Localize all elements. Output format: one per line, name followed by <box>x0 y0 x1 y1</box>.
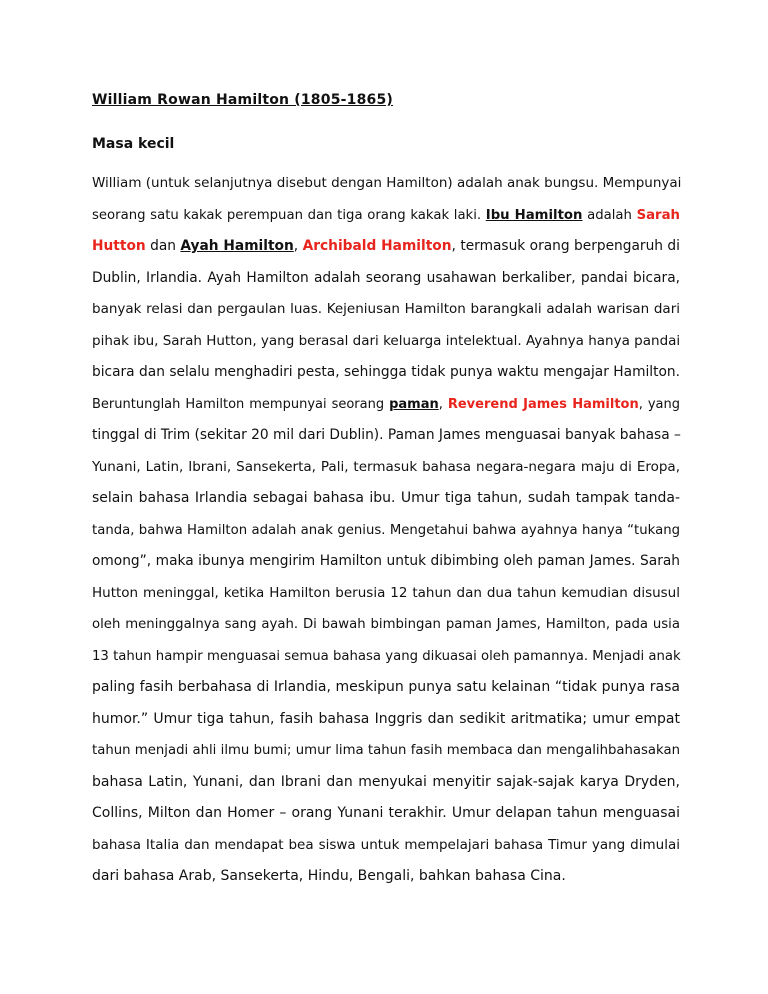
highlight-archibald-hamilton: Archibald Hamilton <box>302 238 452 254</box>
text-span: banyak relasi dan pergaulan luas. Kejeniusan Hamilton barangkali adalah warisan dari <box>92 301 680 317</box>
paragraph-line <box>92 861 680 893</box>
highlight-sarah: Sarah <box>636 207 680 223</box>
text-span: 13 tahun hampir menguasai semua bahasa yang dikuasai oleh pamannya. Menjadi anak <box>92 648 681 664</box>
paragraph-line <box>92 483 680 515</box>
paragraph-line <box>92 672 680 704</box>
paragraph-line <box>92 704 680 736</box>
emphasis-ayah-hamilton: Ayah Hamilton <box>180 238 294 254</box>
paragraph-line <box>92 326 680 358</box>
emphasis-paman: paman <box>389 396 439 412</box>
paragraph-line <box>92 168 680 200</box>
section-heading: Masa kecil <box>92 136 175 152</box>
text-span: tahun menjadi ahli ilmu bumi; umur lima tahun fasih membaca dan mengalihbahasakan <box>92 743 680 758</box>
paragraph-line <box>92 546 680 578</box>
text-span: selain bahasa Irlandia sebagai bahasa ibu. Umur tiga tahun, sudah tampak tanda- <box>92 490 680 506</box>
paragraph-line <box>92 263 680 295</box>
paragraph-line <box>92 389 680 421</box>
paragraph-line <box>92 515 680 547</box>
document-title: William Rowan Hamilton (1805-1865) <box>92 92 394 108</box>
paragraph-line <box>92 231 680 263</box>
paragraph-line <box>92 578 680 610</box>
highlight-hutton: Hutton <box>92 238 146 254</box>
text-span: oleh meninggalnya sang ayah. Di bawah bimbingan paman James, Hamilton, pada usia <box>92 617 680 632</box>
paragraph-line <box>92 767 680 799</box>
paragraph-line <box>92 735 680 767</box>
text-span: pihak ibu, Sarah Hutton, yang berasal dari keluarga intelektual. Ayahnya hanya pandai <box>92 332 681 349</box>
text-span: Hutton meninggal, ketika Hamilton berusia 12 tahun dan dua tahun kemudian disusul <box>92 584 680 601</box>
text-span: dan <box>145 238 181 254</box>
text-span: tanda, bahwa Hamilton adalah anak genius. Mengetahui bahwa ayahnya hanya “tukang <box>92 522 680 538</box>
paragraph-line <box>92 609 680 641</box>
text-span: tinggal di Trim (sekitar 20 mil dari Dublin). Paman James menguasai banyak bahasa – <box>92 427 681 443</box>
text-span: dari bahasa Arab, Sansekerta, Hindu, Bengali, bahkan bahasa Cina. <box>92 868 566 884</box>
paragraph-line <box>92 357 680 389</box>
paragraph-line <box>92 420 680 452</box>
body-paragraph <box>92 168 680 893</box>
text-span: seorang satu kakak perempuan dan tiga orang kakak laki. <box>92 207 486 223</box>
highlight-reverend-james-hamilton: Reverend James Hamilton <box>447 396 639 412</box>
text-span: paling fasih berbahasa di Irlandia, meskipun punya satu kelainan “tidak punya rasa <box>92 679 680 695</box>
paragraph-line <box>92 830 680 862</box>
text-span: bahasa Latin, Yunani, dan Ibrani dan menyukai menyitir sajak-sajak karya Dryden, <box>92 773 680 790</box>
text-span: humor.” Umur tiga tahun, fasih bahasa Inggris dan sedikit aritmatika; umur empat <box>92 710 680 727</box>
text-span: , <box>293 238 303 254</box>
text-span: bahasa Italia dan mendapat bea siswa untuk mempelajari bahasa Timur yang dimulai <box>92 836 680 853</box>
text-span: , termasuk orang berpengaruh di <box>451 238 680 254</box>
text-span: , yang <box>638 396 680 412</box>
text-span: Collins, Milton dan Homer – orang Yunani terakhir. Umur delapan tahun menguasai <box>92 805 680 821</box>
paragraph-line <box>92 798 680 830</box>
text-span: William (untuk selanjutnya disebut dengan Hamilton) adalah anak bungsu. Mempunyai <box>92 175 682 191</box>
text-span: Dublin, Irlandia. Ayah Hamilton adalah seorang usahawan berkaliber, pandai bicara, <box>92 269 680 286</box>
paragraph-line <box>92 200 680 232</box>
text-span: omong”, maka ibunya mengirim Hamilton untuk dibimbing oleh paman James. Sarah <box>92 553 680 569</box>
text-span: Beruntunglah Hamilton mempunyai seorang <box>92 396 390 412</box>
text-span: Yunani, Latin, Ibrani, Sansekerta, Pali, termasuk bahasa negara-negara maju di Eropa, <box>92 458 680 475</box>
paragraph-line <box>92 452 680 484</box>
text-span: adalah <box>582 207 637 223</box>
paragraph-line <box>92 294 680 326</box>
text-span: bicara dan selalu menghadiri pesta, sehingga tidak punya waktu mengajar Hamilton. <box>92 364 680 380</box>
text-span: , <box>438 396 448 412</box>
emphasis-ibu-hamilton: Ibu Hamilton <box>485 207 583 223</box>
paragraph-line <box>92 641 680 673</box>
